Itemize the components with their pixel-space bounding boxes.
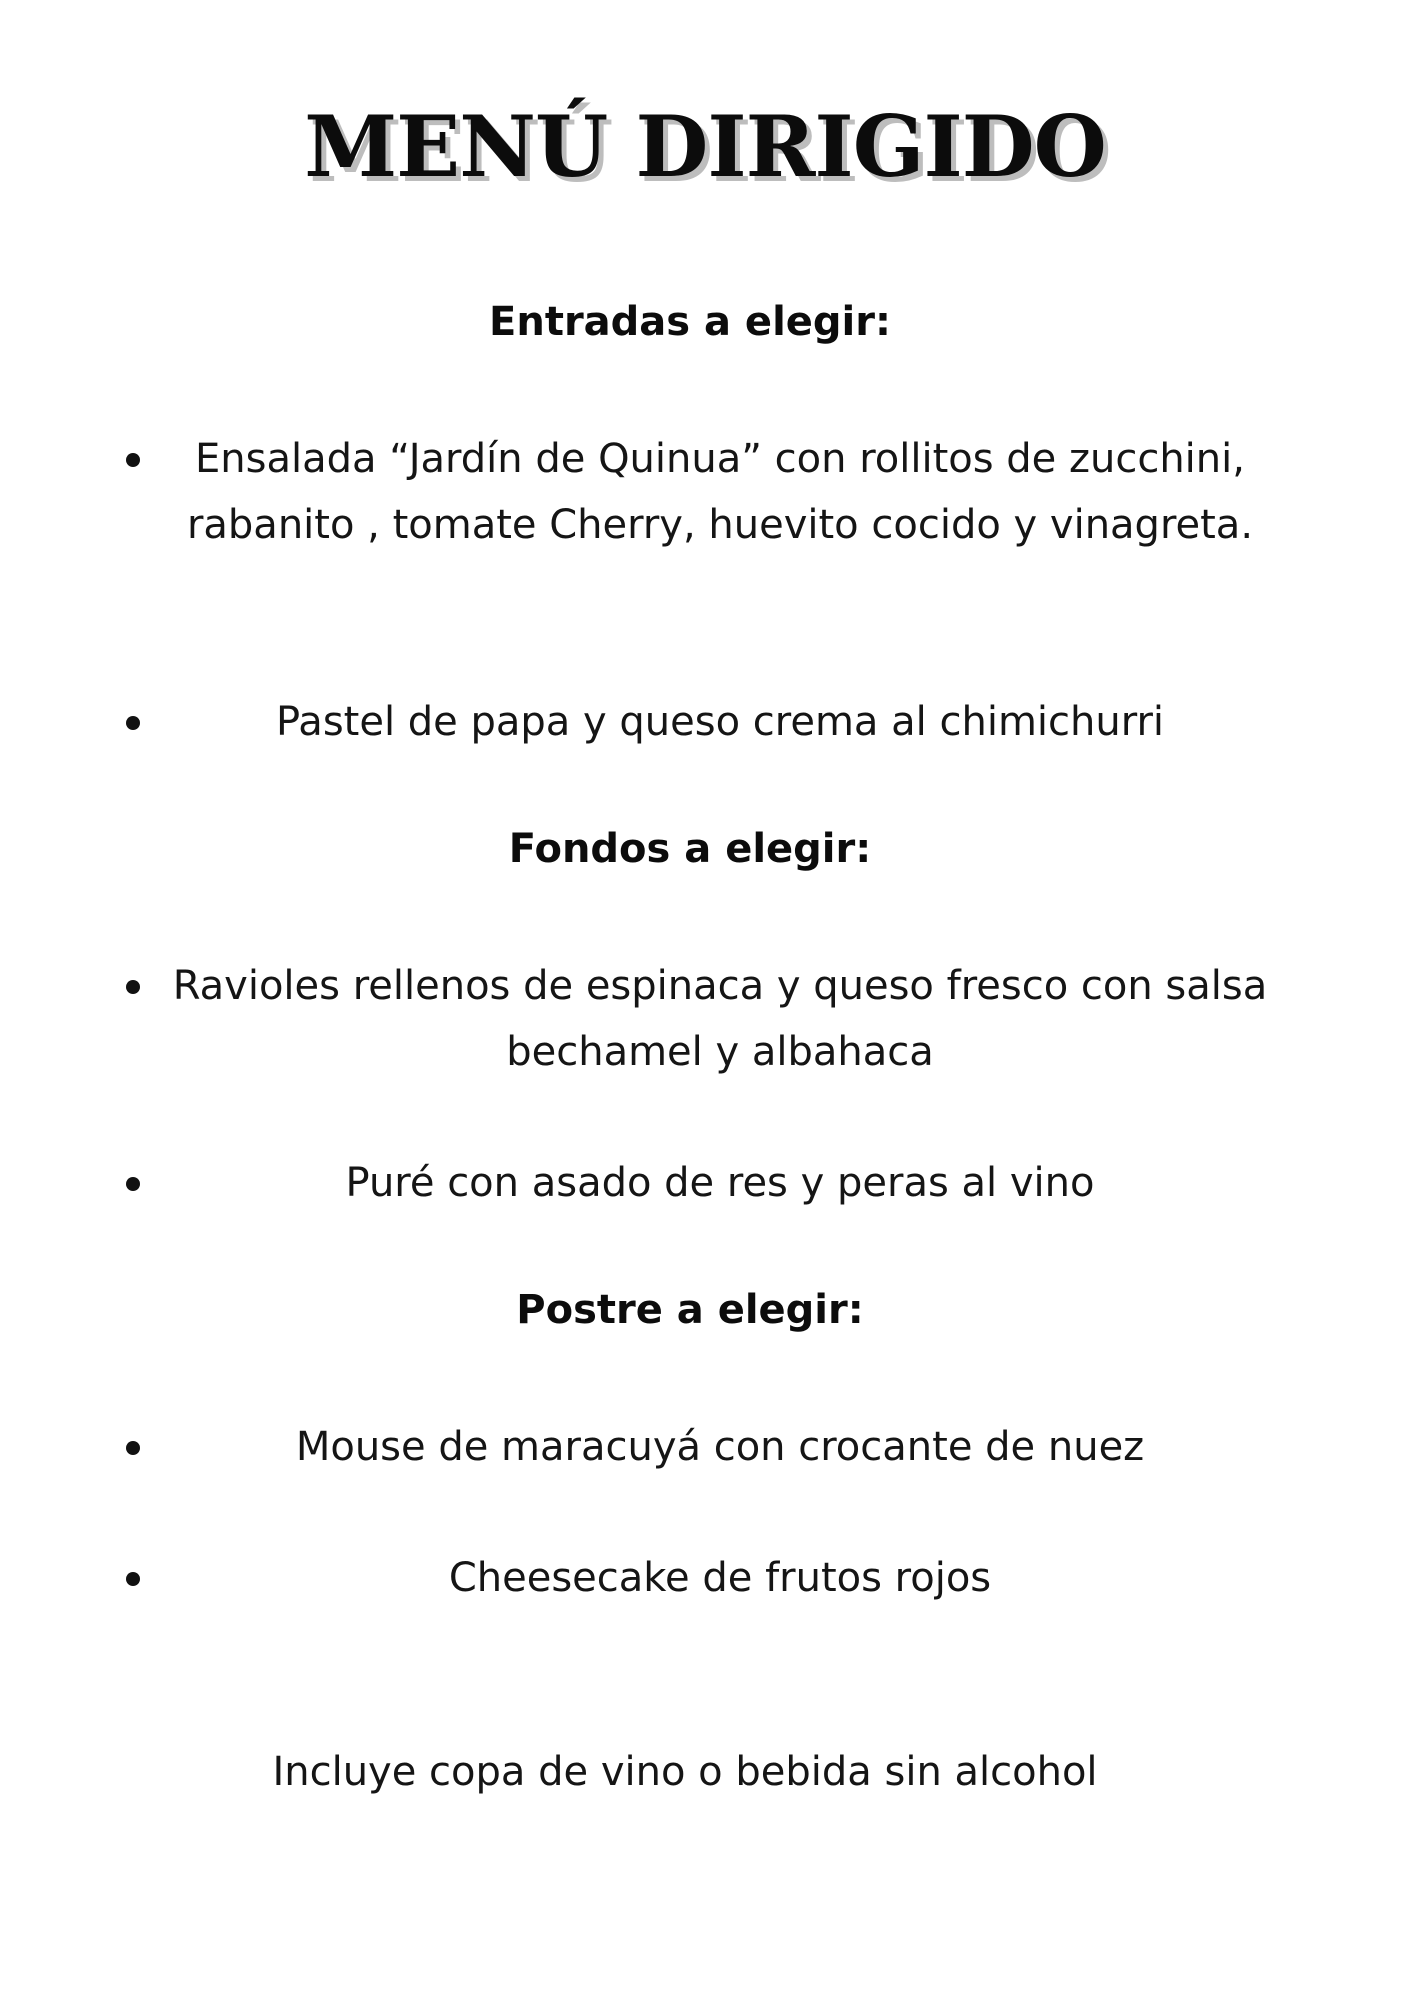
bullet-icon xyxy=(126,1572,140,1586)
menu-title: MENÚ DIRIGIDO xyxy=(304,97,1106,196)
list-item-text: Ensalada “Jardín de Quinua” con rollitos de zucchini, rabanito , tomate Cherry, huevito cocido y vinagreta. xyxy=(186,436,1254,548)
bullet-icon xyxy=(126,1441,140,1455)
list-item-text: Ravioles rellenos de espinaca y queso fresco con salsa bechamel y albahaca xyxy=(172,963,1268,1075)
list-item-text: Pastel de papa y queso crema al chimichurri xyxy=(275,699,1165,745)
bullet-icon xyxy=(126,1177,140,1191)
bullet-icon xyxy=(126,980,140,994)
list-item-text: Mouse de maracuyá con crocante de nuez xyxy=(295,1424,1145,1470)
section-heading-fondos: Fondos a elegir: xyxy=(508,826,872,872)
list-item-text: Puré con asado de res y peras al vino xyxy=(345,1160,1095,1206)
bullet-icon xyxy=(126,716,140,730)
section-heading-postre: Postre a elegir: xyxy=(516,1287,864,1333)
bullet-icon xyxy=(126,453,140,467)
section-heading-entradas: Entradas a elegir: xyxy=(489,299,891,345)
list-item-text: Cheesecake de frutos rojos xyxy=(448,1555,992,1601)
footer-note: Incluye copa de vino o bebida sin alcohol xyxy=(272,1749,1098,1795)
